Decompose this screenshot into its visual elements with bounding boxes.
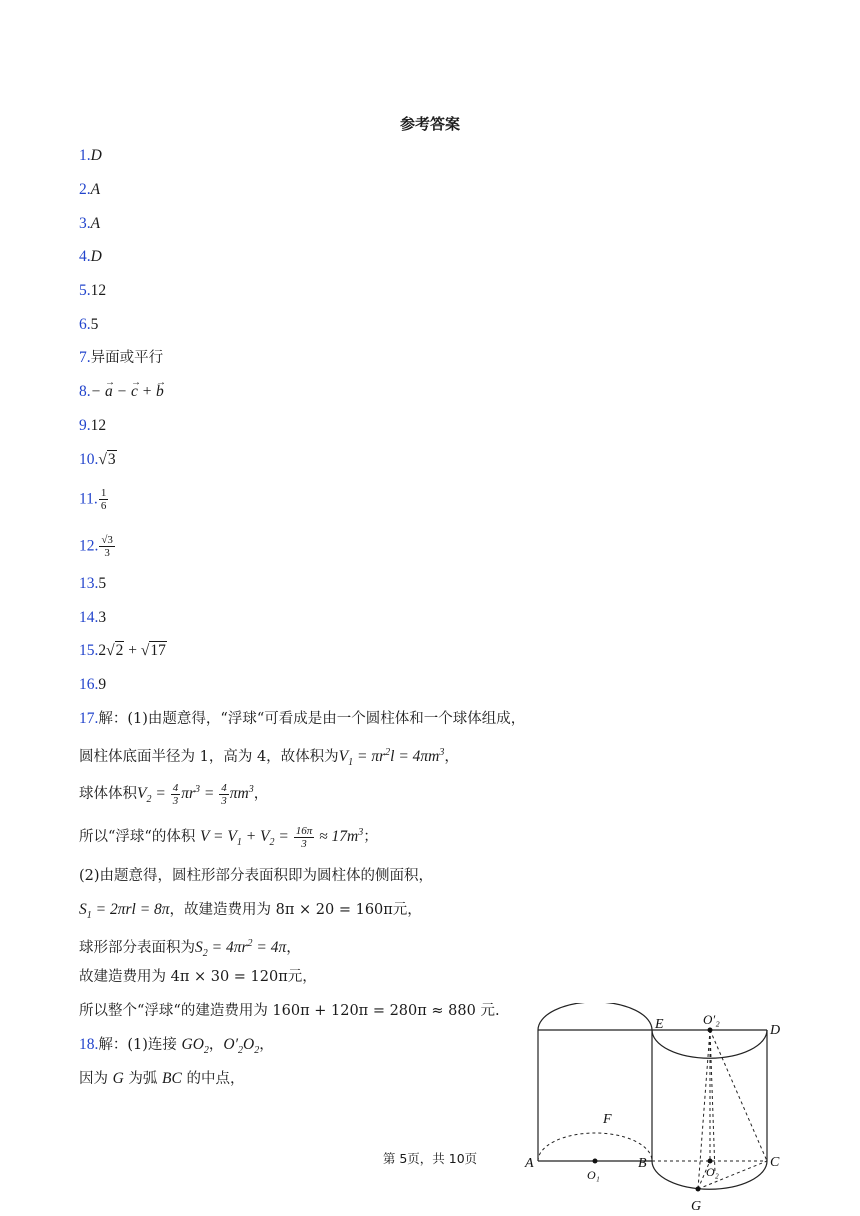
q17-line-8 [79,967,317,987]
answer-4 [79,247,102,267]
q17-text: 所以整个“浮球“的建造费用为 160π + 120π = 280π ≈ 880 元. [79,1003,500,1019]
answer-number: 4. [79,248,91,265]
answer-value: 9 [98,676,107,693]
answer-value: 2√2 + √17 [98,642,166,659]
q17-text: 所以“浮球“的体积 [79,829,200,846]
answer-value: A [90,181,101,198]
answer-number: 16. [79,676,99,693]
answer-16 [79,675,106,695]
label-f: F [603,1112,612,1127]
answer-number: 3. [79,215,91,232]
q17-line-4: 所以“浮球“的体积 $V = V_1 + V_2$ = $\frac{16\pi}{3}$ ≈ $17m^3$； [79,825,378,851]
answer-number: 6. [79,316,91,333]
q17-line-3: 球体体积$V_2$ = $\frac{4}{3}$ $\pi r^3$ = $\frac{4}{3}$ $\pi m^3$， [79,782,269,808]
q17-line-2: 圆柱体底面半径为 1，高为 4，故体积为$V_1 = \pi r^2l = 4\pi m^3$， [79,747,459,769]
q17-text: 球形部分表面积为 [79,940,195,957]
answer-3 [79,214,100,234]
answer-number: 10. [79,451,99,468]
label-d: D [770,1023,781,1038]
answer-value: 异面或平行 [90,350,164,366]
answer-value: − → a − → c + → b [91,383,164,400]
q18-text: 因为 G 为弧 BC 的中点， [79,1070,245,1087]
geometry-diagram [520,1003,820,1216]
answer-2 [79,180,100,200]
answer-6 [79,315,98,335]
label-o2p: O′₂ [703,1012,720,1027]
q17-text: ，故建造费用为 8π × 20 = 160π元， [169,902,422,918]
answer-13 [79,574,106,594]
answer-value: √3 [98,451,116,468]
q17-formula: $S_2 = 4\pi r^2 = 4\pi$ [195,938,287,960]
answer-number: 13. [79,575,99,592]
answer-value: D [90,147,102,164]
answer-value: $\frac{1}{6}$ [100,487,107,512]
label-o1: O₁ [587,1168,600,1182]
label-o2: O₂ [706,1165,719,1179]
answer-15 [79,641,167,661]
edge-o2p-c [710,1030,767,1161]
answer-number: 8. [79,383,91,400]
label-e: E [655,1017,664,1032]
q17-text: 故建造费用为 4π × 30 = 120π元， [79,969,317,985]
q17-formula: $S_1 = 2\pi rl = 8\pi$ [79,901,170,922]
q17-text: 球体体积 [79,786,137,803]
answer-8 [79,382,164,402]
answer-1 [79,146,102,166]
answer-number: 9. [79,417,91,434]
answer-value: 5 [90,316,99,333]
q18-number: 18. [79,1036,99,1053]
point-g [696,1187,701,1192]
answer-10 [79,450,117,470]
q18-line-2 [79,1069,244,1089]
answer-11 [79,487,109,512]
q17-line-6 [79,900,422,926]
answer-9 [79,416,106,436]
answer-number: 14. [79,609,99,626]
answer-14 [79,608,106,628]
q17-number: 17. [79,710,99,727]
label-g: G [691,1199,702,1214]
answer-number: 15. [79,642,99,659]
label-a: A [525,1156,534,1171]
answer-number: 12. [79,537,99,555]
q17-formula: $V_1 = \pi r^2l = 4\pi m^3$ [338,747,445,769]
answer-7 [79,348,163,368]
answer-value: 12 [90,282,107,299]
answer-value: $\frac{√3}{3}$ [101,534,113,559]
q17-text: 圆柱体底面半径为 1，高为 4，故体积为 [79,749,339,766]
label-c: C [770,1155,780,1170]
answer-value: A [90,215,101,232]
q18-text: 解：(1)连接 $GO_2$，$O'_2O_2$， [98,1036,274,1057]
q17-text: 解：(1)由题意得，“浮球“可看成是由一个圆柱体和一个球体组成， [98,711,526,727]
point-o2p [708,1028,713,1033]
page-footer: 第 5页，共 10页 [382,1151,478,1166]
answer-value: 3 [98,609,107,626]
answer-value: 12 [90,417,107,434]
answer-number: 11. [79,490,98,508]
answer-number: 2. [79,181,91,198]
answer-12 [79,534,116,559]
q17-line-1 [79,709,525,729]
answer-value: 5 [98,575,107,592]
answer-number: 7. [79,349,91,366]
answer-number: 1. [79,147,91,164]
arc-top-left [538,1003,652,1030]
q17-line-9 [79,1001,500,1021]
q17-formula: $V_2$ = $\frac{4}{3}$ $\pi r^3$ = $\frac{4}{3}$ $\pi m^3$ [137,782,254,808]
answer-5 [79,281,106,301]
q17-line-5 [79,866,433,886]
answer-value: D [90,248,102,265]
q17-formula: $V = V_1 + V_2$ = $\frac{16\pi}{3}$ ≈ $17m^3$ [199,825,364,851]
label-b: B [638,1156,647,1171]
q17-text: (2)由题意得，圆柱形部分表面积即为圆柱体的侧面积， [79,868,434,884]
q18-line-1 [79,1035,274,1061]
q17-line-7: 球形部分表面积为$S_2 = 4\pi r^2 = 4\pi$， [79,938,301,960]
page-title: 参考答案 [399,115,460,133]
answer-number: 5. [79,282,91,299]
